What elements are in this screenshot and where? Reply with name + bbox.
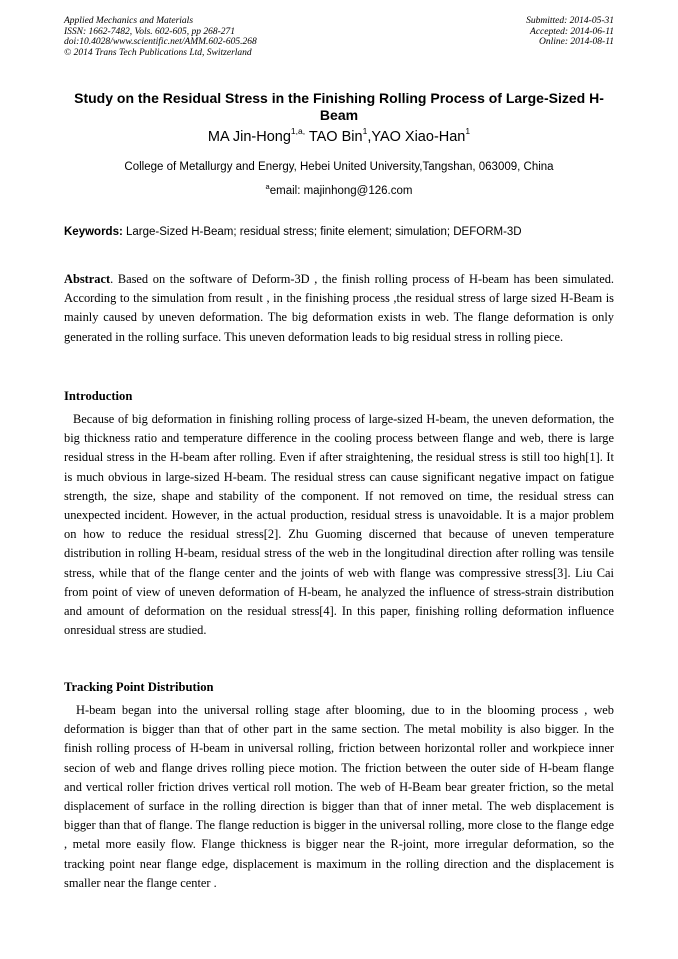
keywords-text: Large-Sized H-Beam; residual stress; finite element; simulation; DEFORM-3D xyxy=(126,226,522,238)
publication-dates xyxy=(526,16,614,48)
email-text: email: majinhong@126.com xyxy=(269,185,413,197)
author-list: MA Jin-Hong$^{1,a,}$ TAO Bin$^1$,YAO Xiao-Han$^1$ xyxy=(207,126,471,145)
accepted-date: Accepted: 2014-06-11 xyxy=(530,26,614,37)
author-affiliation-mark: 1 xyxy=(465,126,471,136)
online-date: Online: 2014-08-11 xyxy=(538,37,614,47)
author-name: YAO Xiao-Han xyxy=(371,129,466,145)
keywords-label: Keywords: xyxy=(64,226,123,238)
submitted-date: Submitted: 2014-05-31 xyxy=(526,16,614,26)
tracking-point-paragraph: H-beam began into the universal rolling stage after blooming, due to in the blooming process , web deformation is bigger than that of other part in the same section. The metal mobility is also bigger. In the finish rolling process of H-beam in universal rolling, friction between horizontal roller and workpiece inner secion of web and flange drives rolling piece motion. The friction between the outer side of H-beam flange and vertical roller friction drives vertical roll motion. The web of H-Beam bear greater friction, so the metal displacement of surface in the rolling direction is bigger than that of inner metal. The web displacement is bigger than that of flange. The flange reduction is bigger in the universal rolling, more close to the flange edge , metal more easily flow. Flange thickness is bigger near the R-joint, more irregular deformation, so the tracking point near flange edge, displacement is maximum in the rolling direction and the displacement is smaller near the flange center . xyxy=(64,703,614,890)
author-affiliation-mark: 1 xyxy=(362,126,368,136)
author-affiliation-mark: 1,a, xyxy=(290,126,306,136)
email-mark: a xyxy=(265,182,270,191)
author-email xyxy=(64,184,614,198)
affiliation: College of Metallurgy and Energy, Hebei United University,Tangshan, 063009, China xyxy=(124,161,554,173)
keywords xyxy=(64,225,614,239)
abstract-label: Abstract xyxy=(64,272,111,286)
journal-info xyxy=(64,16,257,58)
abstract-text: . Based on the software of Deform-3D , the finish rolling process of H-beam has been simulated. According to the simulation from result , in the finishing process ,the residual stress of large sized H-Beam is mainly caused by uneven deformation. The big deformation exists in web. The flange deformation is only generated in the rolling surface. This uneven deformation leads to big residual stress in rolling piece. xyxy=(64,272,614,344)
doi-line: doi:10.4028/www.scientific.net/AMM.602-605.268 xyxy=(64,37,257,47)
section-heading-tracking-point-distribution: Tracking Point Distribution xyxy=(64,680,214,694)
introduction-paragraph: Because of big deformation in finishing rolling process of large-sized H-beam, the uneven deformation, the big thickness ratio and temperature difference in the cooling process between flange and web, there is large residual stress in the H-beam after rolling. Even if after straightening, the residual stress is still too high[1]. It is much obvious in large-sized H-beam. The residual stress can cause significant negative impact on fatigue strength, the size, shape and stability of the component. If not removed on time, the residual stress can unexpected incident. However, in the actual production, residual stress is unavoidable. It is a major problem on how to reduce the residual stress[2]. Zhu Guoming discerned that because of uneven temperature distribution in rolling H-beam, residual stress of the web in the longitudinal direction after rolling was tensile stress, while that of the flange center and the joints of web with flange was compressive stress[3]. Liu Cai from point of view of uneven deformation of H-beam, he analyzed the influence of stress-strain distribution and amount of deformation on the residual stress[4]. In this paper, finishing rolling deformation influence onresidual stress are studied. xyxy=(64,412,614,638)
author-name: MA Jin-Hong xyxy=(207,129,291,145)
section-heading-introduction: Introduction xyxy=(64,389,133,403)
issn-line: ISSN: 1662-7482, Vols. 602-605, pp 268-271 xyxy=(64,26,235,37)
author-name: TAO Bin xyxy=(308,129,363,145)
abstract xyxy=(64,270,614,347)
journal-name: Applied Mechanics and Materials xyxy=(64,16,194,26)
copyright-line: © 2014 Trans Tech Publications Ltd, Switzerland xyxy=(64,47,252,58)
paper-title: Study on the Residual Stress in the Finishing Rolling Process of Large-Sized H-Beam xyxy=(74,90,604,123)
